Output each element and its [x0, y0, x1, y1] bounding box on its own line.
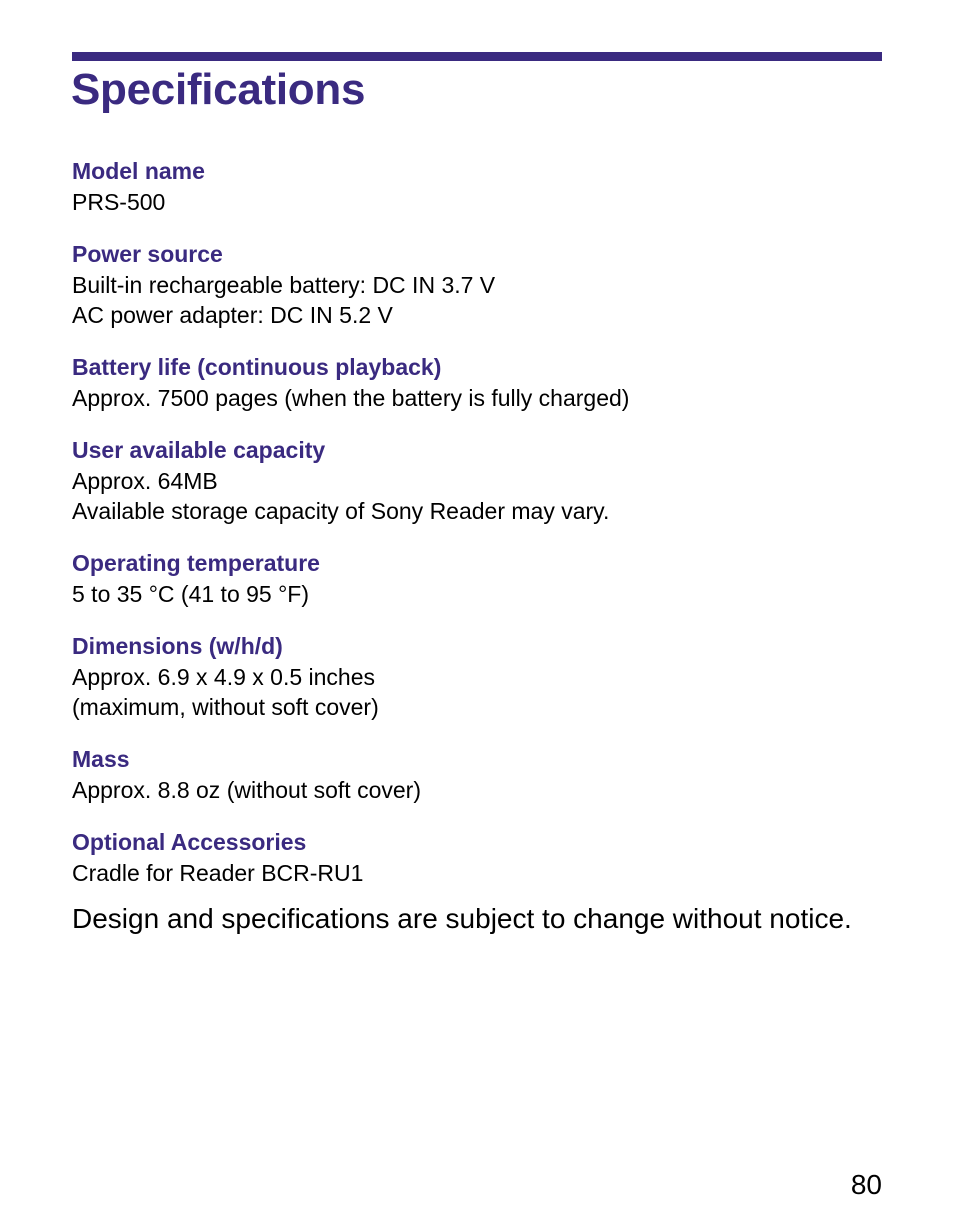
- spec-heading: Operating temperature: [72, 550, 320, 576]
- spec-value: Approx. 7500 pages (when the battery is fully charged): [72, 385, 630, 411]
- spec-value: Built-in rechargeable battery: DC IN 3.7 V: [72, 272, 496, 298]
- spec-operating-temperature: [72, 547, 872, 609]
- page-number: 80: [850, 1169, 882, 1200]
- spec-heading: Mass: [72, 746, 130, 772]
- spec-value: Available storage capacity of Sony Reader may vary.: [72, 498, 610, 524]
- spec-heading: Optional Accessories: [72, 829, 307, 855]
- spec-optional-accessories: [72, 826, 872, 888]
- spec-value: (maximum, without soft cover): [72, 694, 379, 720]
- page-title: Specifications: [71, 65, 366, 114]
- spec-value: Cradle for Reader BCR-RU1: [72, 860, 364, 886]
- spec-model-name: [72, 155, 872, 217]
- spec-battery-life: [72, 351, 872, 413]
- change-notice: Design and specifications are subject to change without notice.: [72, 903, 852, 934]
- spec-dimensions: [72, 630, 872, 722]
- spec-heading: Dimensions (w/h/d): [72, 633, 283, 659]
- spec-value: Approx. 8.8 oz (without soft cover): [72, 777, 421, 803]
- spec-power-source: [72, 238, 872, 330]
- spec-value: AC power adapter: DC IN 5.2 V: [72, 302, 393, 328]
- spec-value: Approx. 64MB: [72, 468, 218, 494]
- spec-heading: Model name: [72, 158, 205, 184]
- spec-heading: Battery life (continuous playback): [72, 354, 442, 380]
- specifications-list: [72, 155, 872, 909]
- spec-value: PRS-500: [72, 189, 166, 215]
- spec-mass: [72, 743, 872, 805]
- spec-value: Approx. 6.9 x 4.9 x 0.5 inches: [72, 664, 376, 690]
- spec-heading: Power source: [72, 241, 223, 267]
- spec-heading: User available capacity: [72, 437, 326, 463]
- spec-user-capacity: [72, 434, 872, 526]
- spec-value: 5 to 35 °C (41 to 95 °F): [72, 581, 310, 607]
- title-rule: [72, 52, 882, 61]
